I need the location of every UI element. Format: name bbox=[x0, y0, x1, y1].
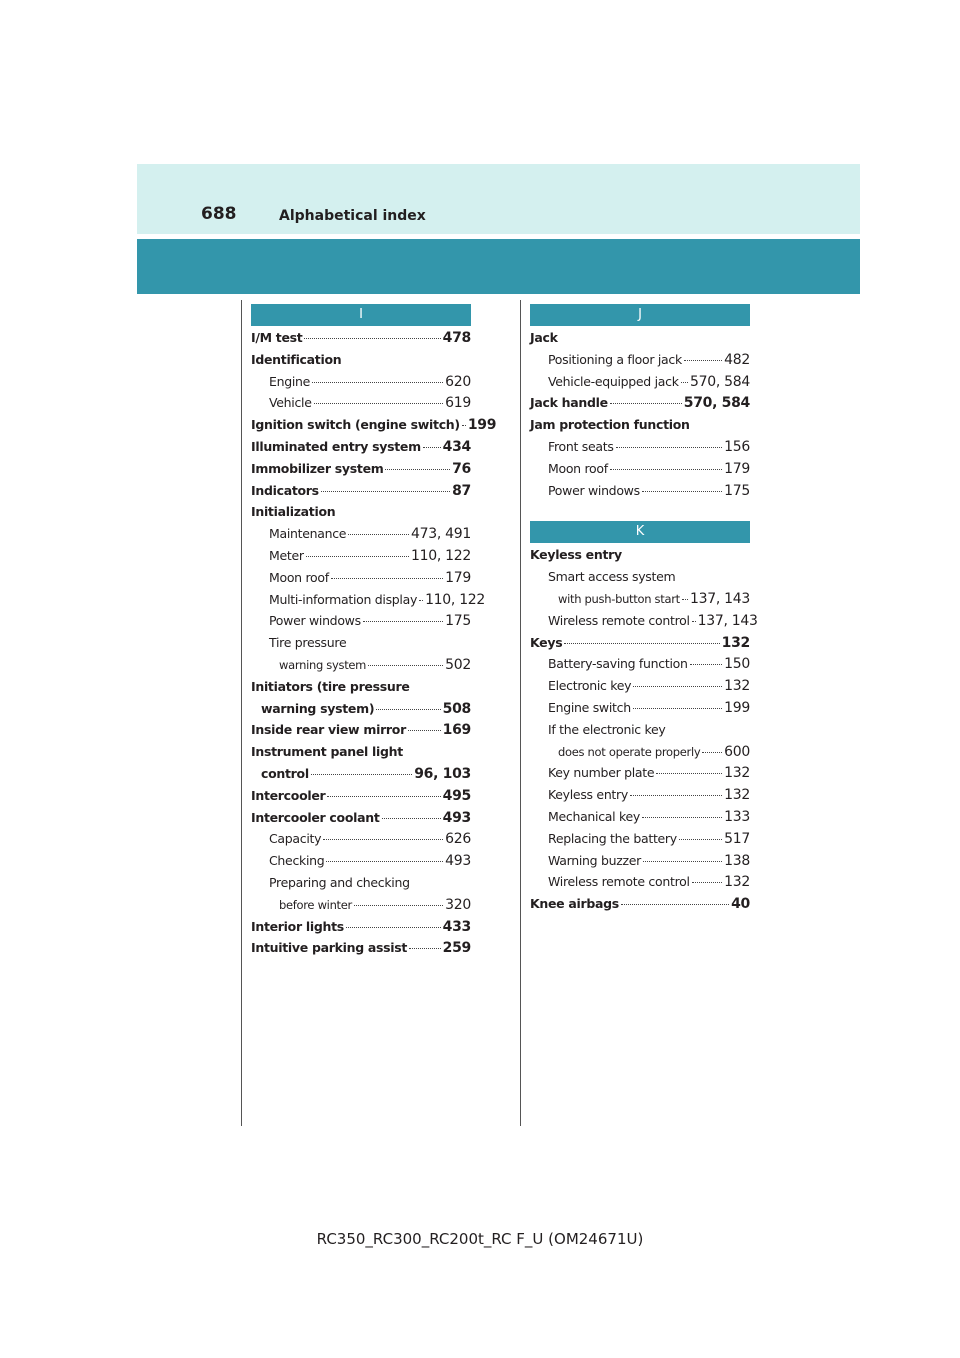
entry-label: Keyless entry bbox=[548, 787, 628, 803]
entry-label: Electronic key bbox=[548, 678, 632, 694]
entry-page-ref: 179 bbox=[445, 569, 471, 586]
index-entry bbox=[530, 483, 750, 505]
entry-page-ref: 87 bbox=[452, 482, 471, 499]
entry-label: Tire pressure bbox=[269, 635, 347, 651]
index-entry bbox=[530, 547, 750, 569]
dot-leader bbox=[616, 447, 723, 448]
index-entry bbox=[251, 875, 471, 897]
index-entry bbox=[251, 657, 471, 679]
index-entry bbox=[530, 874, 750, 896]
entry-page-ref: 179 bbox=[724, 460, 750, 477]
entry-label: Immobilizer system bbox=[251, 460, 384, 476]
entry-page-ref: 619 bbox=[445, 395, 471, 412]
index-entry bbox=[251, 461, 471, 483]
index-entry bbox=[251, 744, 471, 766]
entry-label: control bbox=[261, 765, 309, 781]
index-entry bbox=[251, 374, 471, 396]
section-title: Alphabetical index bbox=[279, 208, 426, 224]
index-entry bbox=[530, 831, 750, 853]
index-entry bbox=[530, 700, 750, 722]
entry-page-ref: 132 bbox=[721, 634, 750, 651]
entry-page-ref: 320 bbox=[445, 896, 471, 913]
index-entry bbox=[251, 853, 471, 875]
dot-leader bbox=[321, 491, 450, 492]
entry-page-ref: 96, 103 bbox=[414, 765, 471, 782]
entry-page-ref: 175 bbox=[724, 482, 750, 499]
entry-page-ref: 156 bbox=[724, 438, 750, 455]
entry-label: Interior lights bbox=[251, 918, 344, 934]
dot-leader bbox=[311, 774, 412, 775]
entry-page-ref: 132 bbox=[724, 765, 750, 782]
index-entry bbox=[251, 940, 471, 962]
index-entry bbox=[530, 853, 750, 875]
entry-label: Indicators bbox=[251, 482, 319, 498]
index-entry bbox=[530, 591, 750, 613]
entry-page-ref: 76 bbox=[452, 460, 471, 477]
entry-label: Keys bbox=[530, 634, 563, 650]
index-entry bbox=[251, 722, 471, 744]
entry-page-ref: 40 bbox=[731, 896, 750, 913]
entry-label: Jam protection function bbox=[530, 417, 690, 433]
dot-leader bbox=[323, 839, 443, 840]
letter-heading-j: J bbox=[530, 304, 750, 326]
entry-page-ref: 434 bbox=[442, 438, 471, 455]
entry-label: warning system bbox=[279, 657, 367, 672]
entry-label: Intercooler coolant bbox=[251, 809, 380, 825]
dot-leader bbox=[331, 578, 443, 579]
index-entry bbox=[251, 679, 471, 701]
dot-leader bbox=[621, 904, 729, 905]
entry-label: Knee airbags bbox=[530, 896, 619, 912]
dot-leader bbox=[681, 382, 688, 383]
entry-label: Inside rear view mirror bbox=[251, 722, 406, 738]
entry-page-ref: 137, 143 bbox=[697, 612, 758, 629]
dot-leader bbox=[312, 382, 443, 383]
entry-label: Moon roof bbox=[548, 460, 608, 476]
index-entry bbox=[251, 701, 471, 723]
dot-leader bbox=[690, 664, 723, 665]
dot-leader bbox=[610, 469, 722, 470]
dot-leader bbox=[419, 600, 423, 601]
entry-label: Initialization bbox=[251, 504, 336, 520]
index-column-left bbox=[251, 304, 497, 962]
dot-leader bbox=[610, 403, 682, 404]
entry-label: Mechanical key bbox=[548, 808, 640, 824]
column-divider-right bbox=[520, 300, 521, 1126]
dot-leader bbox=[633, 686, 722, 687]
entry-label: Battery-saving function bbox=[548, 656, 688, 672]
entry-label: warning system) bbox=[261, 700, 375, 716]
dot-leader bbox=[385, 469, 450, 470]
entry-label: Meter bbox=[269, 547, 304, 563]
index-entry bbox=[530, 635, 750, 657]
index-entry bbox=[251, 526, 471, 548]
index-entry bbox=[251, 810, 471, 832]
index-entry bbox=[251, 897, 471, 919]
entry-label: Key number plate bbox=[548, 765, 655, 781]
entry-label: does not operate properly bbox=[558, 744, 701, 759]
dot-leader bbox=[643, 861, 722, 862]
entry-page-ref: 199 bbox=[724, 699, 750, 716]
dot-leader bbox=[642, 817, 722, 818]
index-entry bbox=[530, 612, 758, 635]
index-entry bbox=[530, 374, 750, 396]
entry-page-ref: 259 bbox=[442, 940, 471, 957]
entry-label: Front seats bbox=[548, 438, 614, 454]
entry-page-ref: 199 bbox=[467, 417, 497, 434]
entry-label: with push-button start bbox=[558, 591, 680, 606]
dot-leader bbox=[423, 447, 441, 448]
letter-heading-i: I bbox=[251, 304, 471, 326]
entry-label: Intuitive parking assist bbox=[251, 940, 408, 956]
entry-label: Wireless remote control bbox=[548, 874, 690, 890]
index-entry bbox=[530, 352, 750, 374]
entry-label: Engine switch bbox=[548, 699, 631, 715]
index-entry bbox=[251, 591, 486, 614]
entry-label: Illuminated entry system bbox=[251, 438, 421, 454]
index-entry bbox=[530, 417, 750, 439]
index-entry bbox=[530, 787, 750, 809]
dot-leader bbox=[679, 839, 722, 840]
index-entry bbox=[251, 613, 471, 635]
dot-leader bbox=[692, 621, 696, 622]
dot-leader bbox=[327, 796, 440, 797]
index-entry bbox=[251, 330, 471, 352]
index-entry bbox=[251, 395, 471, 417]
dot-leader bbox=[684, 360, 722, 361]
entry-page-ref: 478 bbox=[442, 330, 471, 346]
dot-leader bbox=[368, 665, 443, 666]
index-entry bbox=[530, 722, 750, 744]
index-entry bbox=[530, 744, 750, 766]
dot-leader bbox=[642, 491, 722, 492]
index-entry bbox=[251, 831, 471, 853]
index-entry bbox=[251, 766, 471, 788]
entry-page-ref: 473, 491 bbox=[411, 526, 471, 543]
dot-leader bbox=[376, 709, 440, 710]
entry-label: Wireless remote control bbox=[548, 612, 690, 628]
index-entry bbox=[251, 483, 471, 505]
entry-label: Intercooler bbox=[251, 787, 326, 803]
dot-leader bbox=[564, 643, 719, 644]
entry-page-ref: 626 bbox=[445, 831, 471, 848]
entry-label: Capacity bbox=[269, 831, 322, 847]
entry-label: I/M test bbox=[251, 330, 303, 345]
entry-page-ref: 138 bbox=[724, 852, 750, 869]
page-number: 688 bbox=[201, 204, 237, 224]
index-entry bbox=[530, 461, 750, 483]
entry-page-ref: 570, 584 bbox=[690, 373, 750, 390]
entry-label: Jack bbox=[530, 330, 558, 345]
entry-page-ref: 502 bbox=[445, 656, 471, 673]
entry-label: Identification bbox=[251, 351, 342, 367]
index-entry bbox=[530, 395, 750, 417]
dot-leader bbox=[326, 861, 443, 862]
header-band bbox=[137, 239, 860, 294]
dot-leader bbox=[656, 773, 722, 774]
entry-page-ref: 570, 584 bbox=[683, 395, 750, 412]
dot-leader bbox=[382, 818, 441, 819]
entry-page-ref: 110, 122 bbox=[425, 591, 486, 608]
dot-leader bbox=[314, 403, 444, 404]
dot-leader bbox=[408, 730, 441, 731]
index-entry bbox=[530, 809, 750, 831]
index-entry bbox=[530, 569, 750, 591]
entry-page-ref: 495 bbox=[442, 787, 471, 804]
entry-page-ref: 137, 143 bbox=[690, 590, 750, 607]
entry-page-ref: 110, 122 bbox=[411, 547, 471, 564]
index-entry bbox=[251, 417, 497, 439]
index-entry bbox=[251, 570, 471, 592]
dot-leader bbox=[692, 882, 723, 883]
index-entry bbox=[530, 678, 750, 700]
dot-leader bbox=[304, 338, 440, 339]
entry-page-ref: 517 bbox=[724, 830, 750, 847]
index-entry bbox=[251, 548, 471, 570]
entry-label: Vehicle bbox=[269, 395, 312, 411]
entry-label: Instrument panel light bbox=[251, 744, 403, 760]
index-entry bbox=[251, 439, 471, 461]
dot-leader bbox=[348, 534, 409, 535]
entry-label: Checking bbox=[269, 853, 325, 869]
entry-page-ref: 132 bbox=[724, 678, 750, 695]
index-entry bbox=[251, 352, 471, 374]
index-entry bbox=[530, 765, 750, 787]
entry-page-ref: 175 bbox=[445, 613, 471, 630]
dot-leader bbox=[363, 621, 443, 622]
index-entry bbox=[530, 439, 750, 461]
entry-label: Vehicle-equipped jack bbox=[548, 373, 679, 389]
index-entry bbox=[530, 896, 750, 918]
entry-label: Ignition switch (engine switch) bbox=[251, 417, 460, 433]
entry-page-ref: 620 bbox=[445, 373, 471, 390]
entry-label: Power windows bbox=[269, 613, 361, 629]
section-spacer bbox=[530, 504, 750, 521]
entry-page-ref: 493 bbox=[442, 809, 471, 826]
dot-leader bbox=[306, 556, 409, 557]
entry-label: Smart access system bbox=[548, 569, 676, 585]
index-entry bbox=[251, 919, 471, 941]
entry-page-ref: 433 bbox=[442, 918, 471, 935]
dot-leader bbox=[633, 708, 722, 709]
column-divider-left bbox=[241, 300, 242, 1126]
index-entry bbox=[251, 635, 471, 657]
entry-page-ref: 132 bbox=[724, 787, 750, 804]
dot-leader bbox=[682, 599, 688, 600]
entry-label: Initiators (tire pressure bbox=[251, 678, 410, 694]
entry-label: Moon roof bbox=[269, 569, 329, 585]
entry-page-ref: 133 bbox=[724, 808, 750, 825]
dot-leader bbox=[702, 752, 722, 753]
index-entry bbox=[530, 656, 750, 678]
letter-heading-k: K bbox=[530, 521, 750, 543]
entry-page-ref: 600 bbox=[724, 743, 750, 760]
index-entry bbox=[251, 788, 471, 810]
dot-leader bbox=[346, 927, 441, 928]
entry-page-ref: 493 bbox=[445, 853, 471, 870]
footer-model-code: RC350_RC300_RC200t_RC F_U (OM24671U) bbox=[316, 1230, 644, 1248]
entry-page-ref: 150 bbox=[724, 656, 750, 673]
dot-leader bbox=[409, 948, 441, 949]
entry-label: Preparing and checking bbox=[269, 874, 410, 890]
entry-label: before winter bbox=[279, 897, 352, 912]
dot-leader bbox=[354, 905, 443, 906]
entry-label: Maintenance bbox=[269, 526, 347, 542]
page-header bbox=[137, 164, 860, 234]
entry-label: Replacing the battery bbox=[548, 830, 677, 846]
entry-page-ref: 482 bbox=[724, 351, 750, 368]
entry-label: Keyless entry bbox=[530, 547, 622, 563]
entry-page-ref: 508 bbox=[442, 700, 471, 717]
entry-page-ref: 132 bbox=[724, 874, 750, 891]
dot-leader bbox=[462, 425, 466, 426]
index-entry bbox=[530, 330, 750, 352]
entry-page-ref: 169 bbox=[442, 722, 471, 739]
entry-label: Power windows bbox=[548, 482, 640, 498]
entry-label: Positioning a floor jack bbox=[548, 351, 682, 367]
index-column-right bbox=[530, 304, 758, 918]
dot-leader bbox=[630, 795, 722, 796]
entry-label: Jack handle bbox=[530, 395, 608, 411]
entry-label: If the electronic key bbox=[548, 721, 666, 737]
entry-label: Multi-information display bbox=[269, 591, 418, 607]
entry-label: Engine bbox=[269, 373, 311, 389]
entry-label: Warning buzzer bbox=[548, 852, 641, 868]
index-entry bbox=[251, 504, 471, 526]
